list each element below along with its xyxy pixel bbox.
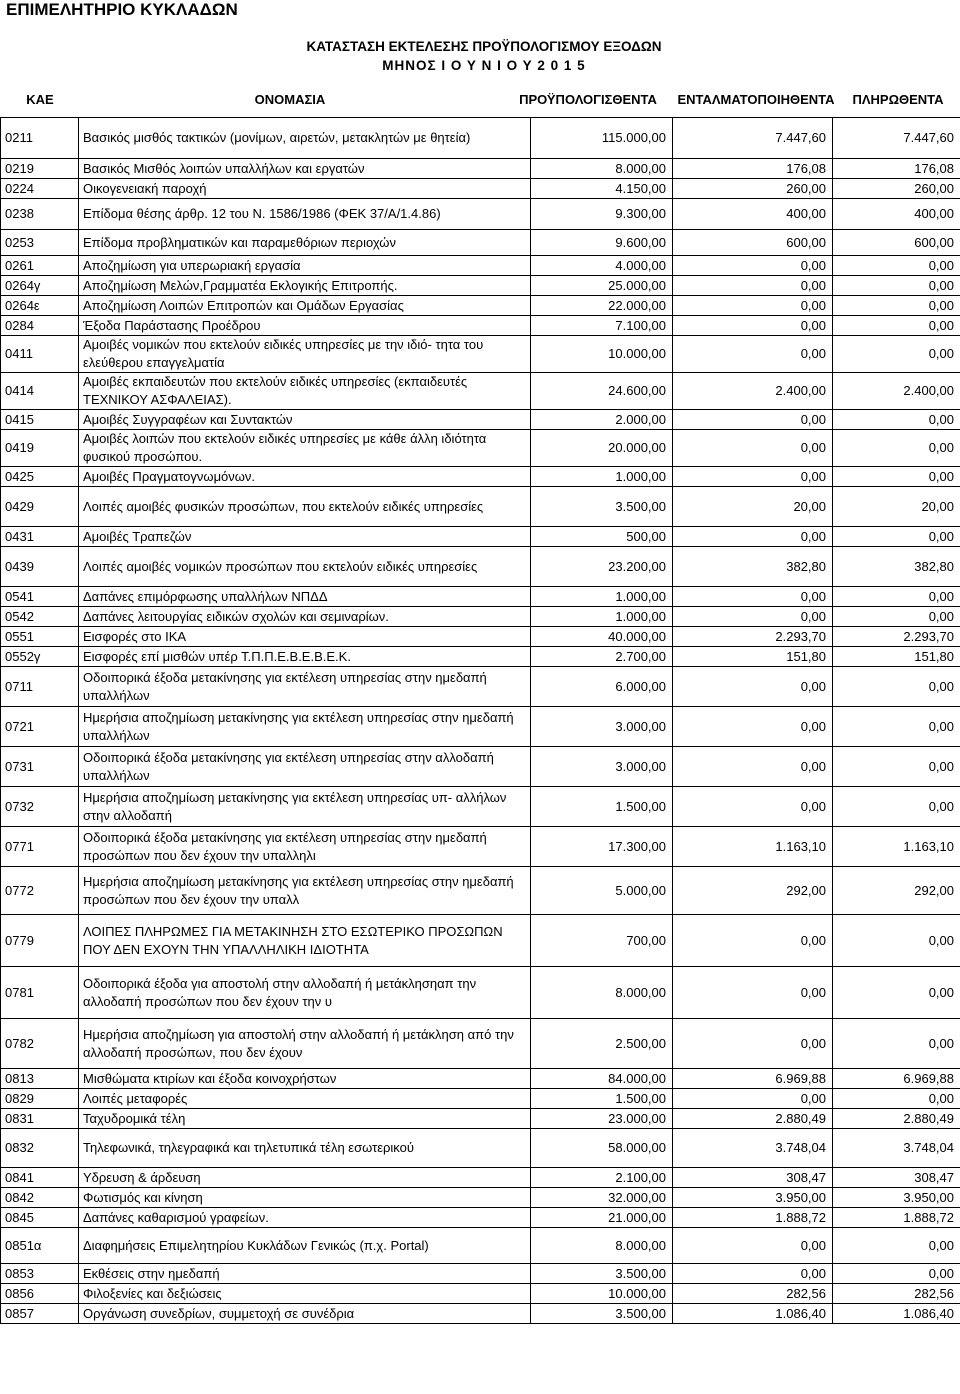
row-name: Αμοιβές Πραγματογνωμόνων. [79,467,531,487]
row-code: 0832 [1,1129,79,1168]
table-row [1,118,960,159]
row-ordered: 308,47 [673,1168,833,1188]
row-budget: 500,00 [531,527,673,547]
row-paid: 0,00 [833,296,960,316]
table-row [1,1208,960,1228]
row-budget: 3.500,00 [531,1264,673,1284]
row-paid: 1.086,40 [833,1304,960,1324]
row-budget: 3.000,00 [531,747,673,787]
row-paid: 3.748,04 [833,1129,960,1168]
row-budget: 58.000,00 [531,1129,673,1168]
row-name: Ημερήσια αποζημίωση για αποστολή στην αλλοδαπή ή μετάκληση από την αλλοδαπή προσώπων, που δεν έχουν [79,1019,531,1069]
row-ordered: 0,00 [673,747,833,787]
row-budget: 5.000,00 [531,867,673,915]
row-ordered: 400,00 [673,199,833,230]
row-name: Αμοιβές λοιπών που εκτελούν ειδικές υπηρεσίες με κάθε άλλη ιδιότητα φυσικού προσώπου. [79,430,531,467]
organization-name: ΕΠΙΜΕΛΗΤΗΡΙΟ ΚΥΚΛΑΔΩΝ [6,0,238,19]
row-code: 0425 [1,467,79,487]
table-row [1,1109,960,1129]
row-code: 0411 [1,336,79,373]
row-code: 0419 [1,430,79,467]
table-row [1,607,960,627]
row-name: Επίδομα προβληματικών και παραμεθόριων περιοχών [79,230,531,256]
row-code: 0264ε [1,296,79,316]
row-code: 0238 [1,199,79,230]
row-budget: 4.150,00 [531,179,673,199]
table-row [1,647,960,667]
row-name: Δαπάνες λειτουργίας ειδικών σχολών και σεμιναρίων. [79,607,531,627]
row-budget: 8.000,00 [531,967,673,1019]
row-ordered: 0,00 [673,787,833,827]
row-paid: 0,00 [833,276,960,296]
table-row [1,430,960,467]
row-paid: 382,80 [833,547,960,587]
row-code: 0711 [1,667,79,707]
row-ordered: 0,00 [673,296,833,316]
row-budget: 3.000,00 [531,707,673,747]
table-row [1,747,960,787]
row-paid: 308,47 [833,1168,960,1188]
row-code: 0781 [1,967,79,1019]
row-ordered: 382,80 [673,547,833,587]
row-ordered: 600,00 [673,230,833,256]
row-name: ΛΟΙΠΕΣ ΠΛΗΡΩΜΕΣ ΓΙΑ ΜΕΤΑΚΙΝΗΣΗ ΣΤΟ ΕΣΩΤΕΡΙΚΟ ΠΡΟΣΩΠΩΝ ΠΟΥ ΔΕΝ ΕΧΟΥΝ ΤΗΝ ΥΠΑΛΛΗΛΙΚΗ ΙΔΙΟΤΗΤΑ [79,915,531,967]
row-code: 0771 [1,827,79,867]
row-paid: 0,00 [833,667,960,707]
row-ordered: 1.086,40 [673,1304,833,1324]
row-ordered: 0,00 [673,1019,833,1069]
row-paid: 0,00 [833,430,960,467]
row-budget: 8.000,00 [531,159,673,179]
row-ordered: 260,00 [673,179,833,199]
table-row [1,1129,960,1168]
table-row [1,587,960,607]
row-name: Οδοιπορικά έξοδα μετακίνησης για εκτέλεση υπηρεσίας στην ημεδαπή προσώπων που δεν έχουν την υπαλληλι [79,827,531,867]
row-budget: 20.000,00 [531,430,673,467]
table-row [1,467,960,487]
table-row [1,867,960,915]
row-paid: 0,00 [833,1089,960,1109]
row-name: Εκθέσεις στην ημεδαπή [79,1264,531,1284]
header-paid: ΠΛΗΡΩΘΕΝΤΑ [852,91,944,107]
row-code: 0831 [1,1109,79,1129]
row-ordered: 0,00 [673,430,833,467]
row-budget: 17.300,00 [531,827,673,867]
row-name: Μισθώματα κτιρίων και έξοδα κοινοχρήστων [79,1069,531,1089]
row-budget: 21.000,00 [531,1208,673,1228]
row-name: Ημερήσια αποζημίωση μετακίνησης για εκτέλεση υπηρεσίας υπ- αλλήλων στην αλλοδαπή [79,787,531,827]
table-row [1,707,960,747]
row-code: 0721 [1,707,79,747]
row-paid: 0,00 [833,316,960,336]
row-paid: 20,00 [833,487,960,527]
row-budget: 2.500,00 [531,1019,673,1069]
row-paid: 0,00 [833,747,960,787]
table-row [1,276,960,296]
row-name: Ημερήσια αποζημίωση μετακίνησης για εκτέλεση υπηρεσίας στην ημεδαπή προσώπων που δεν έχουν την υπαλλ [79,867,531,915]
row-paid: 0,00 [833,707,960,747]
row-ordered: 292,00 [673,867,833,915]
row-paid: 0,00 [833,1228,960,1264]
row-ordered: 0,00 [673,1089,833,1109]
row-budget: 3.500,00 [531,1304,673,1324]
row-ordered: 176,08 [673,159,833,179]
table-row [1,1284,960,1304]
row-ordered: 20,00 [673,487,833,527]
row-ordered: 0,00 [673,1228,833,1264]
row-ordered: 0,00 [673,336,833,373]
row-budget: 4.000,00 [531,256,673,276]
row-code: 0842 [1,1188,79,1208]
table-row [1,316,960,336]
row-paid: 2.293,70 [833,627,960,647]
table-row [1,1188,960,1208]
table-row [1,1089,960,1109]
row-name: Εισφορές επί μισθών υπέρ Τ.Π.Π.Ε.Β.Ε.Β.Ε.Κ. [79,647,531,667]
row-code: 0853 [1,1264,79,1284]
row-budget: 40.000,00 [531,627,673,647]
row-budget: 84.000,00 [531,1069,673,1089]
row-code: 0429 [1,487,79,527]
row-ordered: 0,00 [673,707,833,747]
row-code: 0431 [1,527,79,547]
row-name: Ταχυδρομικά τέλη [79,1109,531,1129]
row-ordered: 0,00 [673,410,833,430]
row-budget: 8.000,00 [531,1228,673,1264]
row-name: Αμοιβές νομικών που εκτελούν ειδικές υπηρεσίες με την ιδιό- τητα του ελεύθερου επαγγελματία [79,336,531,373]
row-code: 0541 [1,587,79,607]
row-budget: 115.000,00 [531,118,673,159]
table-row [1,487,960,527]
report-title: ΚΑΤΑΣΤΑΣΗ ΕΚΤΕΛΕΣΗΣ ΠΡΟΫΠΟΛΟΓΙΣΜΟΥ ΕΞΟΔΩΝ [306,39,662,54]
header-ordered: ΕΝΤΑΛΜΑΤΟΠΟΙΗΘΕΝΤΑ [677,91,835,107]
row-paid: 0,00 [833,256,960,276]
row-code: 0845 [1,1208,79,1228]
table-row [1,1019,960,1069]
row-paid: 3.950,00 [833,1188,960,1208]
row-paid: 282,56 [833,1284,960,1304]
table-row [1,179,960,199]
row-paid: 6.969,88 [833,1069,960,1089]
row-name: Οικογενειακή παροχή [79,179,531,199]
row-code: 0772 [1,867,79,915]
row-name: Τηλεφωνικά, τηλεγραφικά και τηλετυπικά τέλη εσωτερικού [79,1129,531,1168]
table-row [1,787,960,827]
row-name: Οδοιπορικά έξοδα για αποστολή στην αλλοδαπή ή μετάκλησηαπ την αλλοδαπή προσώπων που δεν έχουν την υ [79,967,531,1019]
row-paid: 2.880,49 [833,1109,960,1129]
row-budget: 23.200,00 [531,547,673,587]
row-budget: 700,00 [531,915,673,967]
row-paid: 151,80 [833,647,960,667]
row-paid: 176,08 [833,159,960,179]
row-budget: 9.300,00 [531,199,673,230]
header-budget: ΠΡΟΫΠΟΛΟΓΙΣΘΕΝΤΑ [519,91,657,107]
table-row [1,256,960,276]
header-kae: ΚΑΕ [26,91,54,107]
row-budget: 32.000,00 [531,1188,673,1208]
row-ordered: 0,00 [673,967,833,1019]
row-paid: 1.163,10 [833,827,960,867]
row-name: Λοιπές μεταφορές [79,1089,531,1109]
table-row [1,527,960,547]
row-budget: 6.000,00 [531,667,673,707]
table-row [1,627,960,647]
row-budget: 10.000,00 [531,1284,673,1304]
table-row [1,230,960,256]
row-code: 0439 [1,547,79,587]
row-name: Αποζημίωση Μελών,Γραμματέα Εκλογικής Επιτροπής. [79,276,531,296]
row-name: Λοιπές αμοιβές φυσικών προσώπων, που εκτελούν ειδικές υπηρεσίες [79,487,531,527]
row-ordered: 0,00 [673,667,833,707]
row-budget: 22.000,00 [531,296,673,316]
row-budget: 1.000,00 [531,467,673,487]
row-code: 0542 [1,607,79,627]
row-ordered: 1.888,72 [673,1208,833,1228]
row-code: 0731 [1,747,79,787]
row-name: Φωτισμός και κίνηση [79,1188,531,1208]
row-budget: 2.000,00 [531,410,673,430]
row-ordered: 0,00 [673,1264,833,1284]
row-ordered: 2.880,49 [673,1109,833,1129]
expense-rows [1,118,960,1324]
row-ordered: 1.163,10 [673,827,833,867]
row-paid: 0,00 [833,1019,960,1069]
row-paid: 260,00 [833,179,960,199]
table-row [1,199,960,230]
row-name: Δαπάνες καθαρισμού γραφείων. [79,1208,531,1228]
row-budget: 10.000,00 [531,336,673,373]
row-ordered: 2.293,70 [673,627,833,647]
row-paid: 0,00 [833,967,960,1019]
row-paid: 400,00 [833,199,960,230]
table-row [1,1228,960,1264]
row-paid: 292,00 [833,867,960,915]
row-name: Έξοδα Παράστασης Προέδρου [79,316,531,336]
table-row [1,1168,960,1188]
row-code: 0224 [1,179,79,199]
row-name: Βασικός Μισθός λοιπών υπαλλήλων και εργατών [79,159,531,179]
row-code: 0415 [1,410,79,430]
row-ordered: 2.400,00 [673,373,833,410]
table-row [1,1264,960,1284]
row-code: 0414 [1,373,79,410]
row-budget: 24.600,00 [531,373,673,410]
table-row [1,827,960,867]
row-budget: 1.000,00 [531,607,673,627]
row-code: 0829 [1,1089,79,1109]
row-ordered: 0,00 [673,256,833,276]
row-name: Οδοιπορικά έξοδα μετακίνησης για εκτέλεση υπηρεσίας στην αλλοδαπή υπαλλήλων [79,747,531,787]
table-row [1,1069,960,1089]
expense-table [0,117,960,1324]
row-ordered: 0,00 [673,467,833,487]
row-paid: 0,00 [833,410,960,430]
table-row [1,967,960,1019]
table-row [1,296,960,316]
row-ordered: 0,00 [673,915,833,967]
row-name: Διαφημήσεις Επιμελητηρίου Κυκλάδων Γενικώς (π.χ. Portal) [79,1228,531,1264]
row-budget: 1.500,00 [531,1089,673,1109]
report-period: ΜΗΝΟΣ Ι Ο Υ Ν Ι Ο Υ 2 0 1 5 [382,58,586,73]
row-paid: 0,00 [833,587,960,607]
row-name: Αποζημίωση Λοιπών Επιτροπών και Ομάδων Εργασίας [79,296,531,316]
row-paid: 0,00 [833,1264,960,1284]
row-ordered: 0,00 [673,607,833,627]
row-name: Ημερήσια αποζημίωση μετακίνησης για εκτέλεση υπηρεσίας στην ημεδαπή υπαλλήλων [79,707,531,747]
row-code: 0856 [1,1284,79,1304]
row-paid: 0,00 [833,527,960,547]
row-paid: 0,00 [833,915,960,967]
row-paid: 7.447,60 [833,118,960,159]
table-row [1,667,960,707]
row-ordered: 0,00 [673,527,833,547]
row-name: Υδρευση & άρδευση [79,1168,531,1188]
table-row [1,547,960,587]
table-row [1,1304,960,1324]
row-code: 0253 [1,230,79,256]
row-name: Οργάνωση συνεδρίων, συμμετοχή σε συνέδρια [79,1304,531,1324]
row-code: 0779 [1,915,79,967]
row-ordered: 282,56 [673,1284,833,1304]
row-code: 0211 [1,118,79,159]
row-name: Εισφορές στο ΙΚΑ [79,627,531,647]
row-paid: 2.400,00 [833,373,960,410]
row-ordered: 151,80 [673,647,833,667]
row-code: 0841 [1,1168,79,1188]
table-row [1,915,960,967]
row-budget: 2.100,00 [531,1168,673,1188]
row-budget: 1.500,00 [531,787,673,827]
row-ordered: 3.748,04 [673,1129,833,1168]
row-code: 0813 [1,1069,79,1089]
row-name: Δαπάνες επιμόρφωσης υπαλλήλων ΝΠΔΔ [79,587,531,607]
row-ordered: 0,00 [673,316,833,336]
row-budget: 1.000,00 [531,587,673,607]
row-code: 0782 [1,1019,79,1069]
row-code: 0264γ [1,276,79,296]
row-paid: 600,00 [833,230,960,256]
table-row [1,373,960,410]
row-code: 0284 [1,316,79,336]
row-ordered: 0,00 [673,276,833,296]
row-budget: 3.500,00 [531,487,673,527]
row-name: Βασικός μισθός τακτικών (μονίμων, αιρετών, μετακλητών με θητεία) [79,118,531,159]
row-code: 0219 [1,159,79,179]
row-name: Αμοιβές Τραπεζών [79,527,531,547]
row-ordered: 7.447,60 [673,118,833,159]
row-ordered: 0,00 [673,587,833,607]
row-paid: 0,00 [833,467,960,487]
row-code: 0857 [1,1304,79,1324]
row-code: 0851α [1,1228,79,1264]
row-paid: 0,00 [833,336,960,373]
row-name: Επίδομα θέσης άρθρ. 12 του Ν. 1586/1986 (ΦΕΚ 37/Α/1.4.86) [79,199,531,230]
table-row [1,336,960,373]
row-code: 0261 [1,256,79,276]
row-name: Φιλοξενίες και δεξιώσεις [79,1284,531,1304]
row-ordered: 3.950,00 [673,1188,833,1208]
row-code: 0551 [1,627,79,647]
row-budget: 7.100,00 [531,316,673,336]
row-budget: 23.000,00 [531,1109,673,1129]
row-name: Αμοιβές Συγγραφέων και Συντακτών [79,410,531,430]
row-name: Λοιπές αμοιβές νομικών προσώπων που εκτελούν ειδικές υπηρεσίες [79,547,531,587]
row-budget: 25.000,00 [531,276,673,296]
row-budget: 2.700,00 [531,647,673,667]
header-name: ΟΝΟΜΑΣΙΑ [254,91,326,107]
row-ordered: 6.969,88 [673,1069,833,1089]
row-name: Οδοιπορικά έξοδα μετακίνησης για εκτέλεση υπηρεσίας στην ημεδαπή υπαλλήλων [79,667,531,707]
row-paid: 0,00 [833,787,960,827]
table-row [1,410,960,430]
table-row [1,159,960,179]
column-headers [0,86,960,112]
row-code: 0552γ [1,647,79,667]
row-name: Αποζημίωση για υπερωριακή εργασία [79,256,531,276]
row-paid: 0,00 [833,607,960,627]
row-budget: 9.600,00 [531,230,673,256]
row-paid: 1.888,72 [833,1208,960,1228]
row-code: 0732 [1,787,79,827]
row-name: Αμοιβές εκπαιδευτών που εκτελούν ειδικές υπηρεσίες (εκπαιδευτές ΤΕΧΝΙΚΟΥ ΑΣΦΑΛΕΙΑΣ). [79,373,531,410]
